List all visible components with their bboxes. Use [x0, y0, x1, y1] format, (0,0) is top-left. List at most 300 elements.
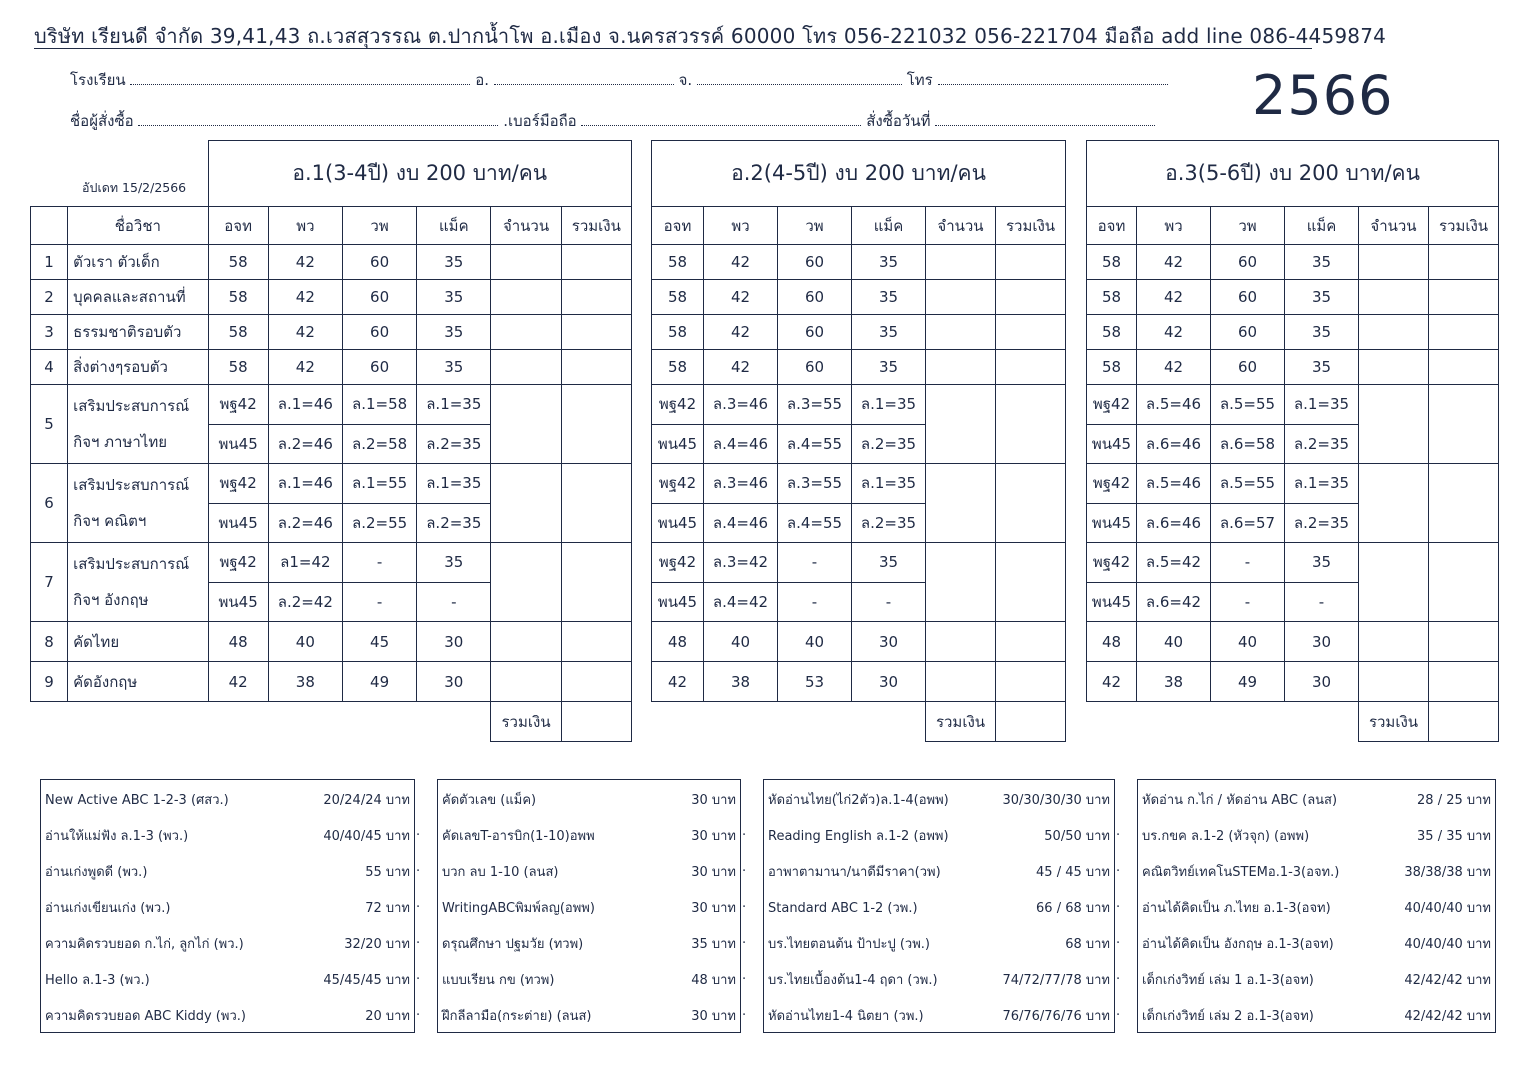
book-price: 28 / 25 บาท	[1417, 793, 1491, 808]
school-input[interactable]	[130, 72, 470, 85]
quantity-header: จำนวน	[1359, 207, 1429, 245]
quantity-input[interactable]	[491, 280, 561, 315]
row-number: 9	[31, 662, 68, 702]
book-list-3	[763, 779, 1115, 1033]
total-header: รวมเงิน	[996, 207, 1066, 245]
price-cell: 42	[1087, 662, 1137, 702]
publisher-header: วพ	[342, 207, 416, 245]
price-cell: 35	[852, 350, 926, 385]
total-input[interactable]	[1429, 245, 1499, 280]
price-cell: 48	[652, 622, 704, 662]
total-input[interactable]	[996, 464, 1066, 543]
book-price: 32/20 บาท	[344, 937, 410, 952]
price-cell: 49	[1211, 662, 1285, 702]
price-cell: ล.2=35	[417, 424, 491, 464]
price-cell: 30	[417, 622, 491, 662]
price-cell: ล.1=35	[1285, 385, 1359, 425]
publisher-header: อจท	[208, 207, 268, 245]
total-input[interactable]	[1429, 662, 1499, 702]
publisher-header: อจท	[1087, 207, 1137, 245]
quantity-input[interactable]	[491, 315, 561, 350]
book-item	[41, 960, 414, 996]
price-cell: ล.2=35	[1285, 424, 1359, 464]
sum-row	[31, 702, 632, 742]
price-cell: ล.5=55	[1211, 385, 1285, 425]
subject-header: ชื่อวิชา	[68, 207, 208, 245]
price-cell: 58	[208, 350, 268, 385]
orderer-label: ชื่อผู้สั่งซื้อ	[70, 112, 134, 130]
book-item	[1138, 780, 1495, 816]
subject-name	[68, 245, 208, 280]
table-row	[652, 385, 1066, 425]
book-name: หัดอ่านไทย1-4 นิตยา (วพ.)	[768, 1009, 924, 1024]
subject-name-line: สิ่งต่างๆรอบตัว	[73, 358, 168, 376]
book-name: หัดอ่าน ก.ไก่ / หัดอ่าน ABC (ลนส)	[1142, 793, 1338, 808]
price-cell: ล.1=35	[417, 464, 491, 504]
book-name: อ่านได้คิดเป็น ภ.ไทย อ.1-3(อจท)	[1142, 901, 1331, 916]
book-price: 72 บาท	[365, 901, 410, 916]
changwat-input[interactable]	[697, 72, 902, 85]
total-input[interactable]	[1429, 350, 1499, 385]
total-input[interactable]	[996, 543, 1066, 622]
quantity-input[interactable]	[926, 315, 996, 350]
price-cell: -	[778, 582, 852, 622]
table-row	[1087, 662, 1499, 702]
quantity-input[interactable]	[926, 385, 996, 464]
book-item	[764, 888, 1114, 924]
book-item	[438, 888, 740, 924]
price-cell: 42	[1137, 245, 1211, 280]
price-cell: พฐ42	[652, 464, 704, 504]
dot-mark: .	[416, 896, 421, 911]
table-row	[652, 280, 1066, 315]
price-cell: 48	[208, 622, 268, 662]
total-input[interactable]	[561, 280, 631, 315]
table-row	[652, 315, 1066, 350]
price-cell: 60	[778, 245, 852, 280]
row-number: 3	[31, 315, 68, 350]
total-input[interactable]	[996, 280, 1066, 315]
table-row	[31, 464, 632, 504]
price-cell: พฐ42	[1087, 543, 1137, 583]
title-row	[652, 141, 1066, 207]
book-price: 38/38/38 บาท	[1404, 865, 1491, 880]
book-price: 30/30/30/30 บาท	[1002, 793, 1110, 808]
price-cell: 35	[417, 280, 491, 315]
price-cell: พน45	[652, 582, 704, 622]
book-item	[1138, 960, 1495, 996]
price-cell: พน45	[1087, 582, 1137, 622]
dot-mark: .	[416, 860, 421, 875]
book-item	[438, 852, 740, 888]
price-cell: ล.6=46	[1137, 424, 1211, 464]
sum-spacer	[31, 702, 491, 742]
total-input[interactable]	[996, 622, 1066, 662]
price-cell: 35	[417, 315, 491, 350]
price-cell: 49	[342, 662, 416, 702]
subject-name	[68, 385, 208, 464]
price-cell: ล.3=46	[704, 464, 778, 504]
row-number: 1	[31, 245, 68, 280]
dot-mark: .	[1116, 824, 1121, 839]
total-input[interactable]	[561, 662, 631, 702]
subject-name-line: กิจฯ คณิตฯ	[73, 512, 147, 530]
subject-name-line: ตัวเรา ตัวเด็ก	[73, 253, 160, 271]
price-cell: ล.6=58	[1211, 424, 1285, 464]
price-cell: 60	[1211, 280, 1285, 315]
book-price: 68 บาท	[1065, 937, 1110, 952]
quantity-input[interactable]	[1359, 662, 1429, 702]
book-price: 40/40/40 บาท	[1404, 937, 1491, 952]
price-cell: 42	[704, 245, 778, 280]
total-input[interactable]	[996, 385, 1066, 464]
price-cell: -	[852, 582, 926, 622]
price-cell: 58	[652, 245, 704, 280]
dot-mark: .	[742, 896, 747, 911]
quantity-input[interactable]	[491, 350, 561, 385]
table-row	[652, 245, 1066, 280]
price-cell: ล.2=35	[852, 424, 926, 464]
dot-mark: .	[416, 1004, 421, 1019]
book-name: อ่านเก่งพูดดี (พว.)	[45, 865, 148, 880]
price-cell: 42	[704, 350, 778, 385]
quantity-input[interactable]	[1359, 385, 1429, 464]
table-row	[1087, 245, 1499, 280]
price-cell: 42	[268, 245, 342, 280]
price-cell: 60	[342, 350, 416, 385]
price-cell: 58	[208, 245, 268, 280]
price-cell: ล.1=46	[268, 385, 342, 425]
quantity-input[interactable]	[1359, 350, 1429, 385]
quantity-input[interactable]	[926, 280, 996, 315]
price-cell: ล.6=57	[1211, 503, 1285, 543]
quantity-input[interactable]	[491, 622, 561, 662]
column-header-row	[31, 207, 632, 245]
year-label: 2566	[1252, 64, 1394, 127]
price-cell: 42	[1137, 315, 1211, 350]
subject-name-line: คัดไทย	[73, 632, 120, 651]
dot-mark: .	[742, 1004, 747, 1019]
price-cell: ล.4=46	[704, 503, 778, 543]
orderer-field-row	[70, 109, 1155, 133]
book-name: บวก ลบ 1-10 (ลนส)	[442, 865, 559, 880]
price-cell: 30	[1285, 662, 1359, 702]
price-cell: 35	[417, 543, 491, 583]
quantity-input[interactable]	[491, 543, 561, 622]
price-cell: 60	[1211, 245, 1285, 280]
subject-name-line: คัดอังกฤษ	[73, 672, 138, 691]
price-cell: 38	[268, 662, 342, 702]
sum-input[interactable]	[996, 702, 1066, 742]
price-cell: 42	[704, 315, 778, 350]
book-item	[1138, 816, 1495, 852]
price-cell: 42	[268, 350, 342, 385]
quantity-input[interactable]	[926, 543, 996, 622]
price-cell: 35	[1285, 543, 1359, 583]
price-cell: 58	[208, 280, 268, 315]
total-input[interactable]	[1429, 385, 1499, 464]
table-row	[652, 543, 1066, 583]
price-cell: พฐ42	[1087, 385, 1137, 425]
total-input[interactable]	[561, 464, 631, 543]
subject-name-line: เสริมประสบการณ์	[73, 397, 190, 415]
publisher-header: พว	[1137, 207, 1211, 245]
price-cell: ล.4=46	[704, 424, 778, 464]
total-input[interactable]	[561, 622, 631, 662]
table-row	[31, 543, 632, 583]
quantity-input[interactable]	[491, 662, 561, 702]
price-cell: พน45	[652, 424, 704, 464]
quantity-input[interactable]	[1359, 280, 1429, 315]
quantity-input[interactable]	[1359, 622, 1429, 662]
price-cell: 30	[417, 662, 491, 702]
price-cell: 60	[1211, 350, 1285, 385]
quantity-input[interactable]	[926, 464, 996, 543]
price-cell: 42	[652, 662, 704, 702]
price-cell: ล.2=35	[852, 503, 926, 543]
price-cell: ล.2=35	[1285, 503, 1359, 543]
quantity-input[interactable]	[926, 662, 996, 702]
price-cell: 53	[778, 662, 852, 702]
total-input[interactable]	[996, 662, 1066, 702]
price-cell: 60	[342, 245, 416, 280]
price-cell: 35	[852, 245, 926, 280]
price-cell: ล.2=42	[268, 582, 342, 622]
dot-mark: .	[1116, 932, 1121, 947]
book-name: เด็กเก่งวิทย์ เล่ม 2 อ.1-3(อจท)	[1142, 1009, 1314, 1024]
book-item	[1138, 888, 1495, 924]
total-input[interactable]	[1429, 464, 1499, 543]
price-cell: พฐ42	[652, 543, 704, 583]
price-cell: 40	[704, 622, 778, 662]
table-row	[31, 385, 632, 425]
price-cell: 35	[1285, 315, 1359, 350]
price-cell: ล.1=46	[268, 464, 342, 504]
table-row	[31, 245, 632, 280]
book-name: อ่านเก่งเขียนเก่ง (พว.)	[45, 901, 171, 916]
book-price: 30 บาท	[691, 1009, 736, 1024]
price-cell: 42	[704, 280, 778, 315]
book-price: 20 บาท	[365, 1009, 410, 1024]
total-input[interactable]	[561, 543, 631, 622]
price-cell: 60	[778, 350, 852, 385]
book-item	[438, 960, 740, 996]
company-header: บริษัท เรียนดี จำกัด 39,41,43 ถ.เวสสุวรรณ ต.ปากน้ำโพ อ.เมือง จ.นครสวรรค์ 60000 โทร 056-221032 056-221704 มือถือ add line 086-4459874	[34, 24, 1387, 48]
number-header	[31, 207, 68, 245]
table-row	[1087, 385, 1499, 425]
amphoe-input[interactable]	[494, 72, 674, 85]
total-input[interactable]	[996, 315, 1066, 350]
quantity-input[interactable]	[1359, 464, 1429, 543]
book-price: 40/40/40 บาท	[1404, 901, 1491, 916]
price-cell: ล.2=55	[342, 503, 416, 543]
price-cell: ล.1=35	[852, 385, 926, 425]
price-cell: 40	[1211, 622, 1285, 662]
book-item	[438, 924, 740, 960]
header-underline	[34, 48, 1312, 49]
book-price: 66 / 68 บาท	[1036, 901, 1110, 916]
order-date-input[interactable]	[935, 113, 1155, 126]
quantity-input[interactable]	[491, 385, 561, 464]
book-item	[41, 888, 414, 924]
sum-input[interactable]	[561, 702, 631, 742]
price-cell: 58	[652, 315, 704, 350]
price-cell: 35	[1285, 350, 1359, 385]
quantity-input[interactable]	[926, 245, 996, 280]
price-cell: ล.5=55	[1211, 464, 1285, 504]
price-cell: 42	[208, 662, 268, 702]
price-cell: 42	[268, 280, 342, 315]
book-item	[764, 996, 1114, 1032]
quantity-input[interactable]	[926, 350, 996, 385]
book-price: 30 บาท	[691, 793, 736, 808]
price-cell: 30	[852, 622, 926, 662]
total-input[interactable]	[561, 350, 631, 385]
total-input[interactable]	[1429, 315, 1499, 350]
price-cell: 60	[342, 280, 416, 315]
quantity-input[interactable]	[1359, 315, 1429, 350]
price-cell: ล.4=42	[704, 582, 778, 622]
book-item	[764, 816, 1114, 852]
book-item	[438, 816, 740, 852]
phone-label: โทร	[906, 71, 933, 89]
quantity-input[interactable]	[491, 245, 561, 280]
price-cell: 30	[852, 662, 926, 702]
price-cell: พฐ42	[1087, 464, 1137, 504]
quantity-input[interactable]	[1359, 543, 1429, 622]
title-row	[1087, 141, 1499, 207]
total-header: รวมเงิน	[1429, 207, 1499, 245]
dot-mark: .	[1116, 860, 1121, 875]
book-name: WritingABCพิมพ์ลญ(อพพ)	[442, 901, 595, 916]
subject-name-line: กิจฯ อังกฤษ	[73, 591, 149, 609]
book-item	[41, 852, 414, 888]
book-price: 45 / 45 บาท	[1036, 865, 1110, 880]
book-item	[1138, 996, 1495, 1032]
book-price: 30 บาท	[691, 901, 736, 916]
quantity-input[interactable]	[1359, 245, 1429, 280]
price-cell: 38	[1137, 662, 1211, 702]
price-cell: ล.2=35	[417, 503, 491, 543]
total-input[interactable]	[561, 385, 631, 464]
publisher-header: วพ	[778, 207, 852, 245]
total-input[interactable]	[561, 245, 631, 280]
price-cell: พฐ42	[208, 385, 268, 425]
quantity-input[interactable]	[491, 464, 561, 543]
price-cell: ล.3=55	[778, 464, 852, 504]
book-price: 48 บาท	[691, 973, 736, 988]
sum-label: รวมเงิน	[491, 702, 561, 742]
price-cell: ล.2=46	[268, 503, 342, 543]
price-cell: 38	[704, 662, 778, 702]
subject-name-line: กิจฯ ภาษาไทย	[73, 433, 168, 451]
mobile-input[interactable]	[581, 113, 861, 126]
book-list-2	[437, 779, 741, 1033]
price-cell: พน45	[652, 503, 704, 543]
table-row	[1087, 350, 1499, 385]
book-name: คัดตัวเลข (แม็ค)	[442, 793, 537, 808]
level-title: อ.1(3-4ปี) งบ 200 บาท/คน	[208, 141, 631, 207]
book-item	[41, 780, 414, 816]
subject-name	[68, 280, 208, 315]
book-list-4	[1137, 779, 1496, 1033]
table-row	[652, 464, 1066, 504]
dot-mark: .	[742, 860, 747, 875]
price-cell: ล.1=35	[417, 385, 491, 425]
subject-name-line: เสริมประสบการณ์	[73, 476, 190, 494]
book-name: อาพาตามานา/นาดีมีราคา(วพ)	[768, 865, 941, 880]
table-row	[31, 280, 632, 315]
table-row	[1087, 464, 1499, 504]
price-cell: -	[1211, 543, 1285, 583]
dot-mark: .	[1116, 896, 1121, 911]
subject-name-line: เสริมประสบการณ์	[73, 555, 190, 573]
table-row	[1087, 543, 1499, 583]
price-cell: -	[1211, 582, 1285, 622]
row-number: 4	[31, 350, 68, 385]
total-input[interactable]	[996, 245, 1066, 280]
book-price: 30 บาท	[691, 865, 736, 880]
title-row	[31, 141, 632, 207]
quantity-input[interactable]	[926, 622, 996, 662]
total-input[interactable]	[1429, 280, 1499, 315]
book-name: บร.ไทยตอนต้น ป้าปะปู (วพ.)	[768, 937, 931, 952]
level-table-3	[1086, 140, 1499, 742]
book-name: ฝึกลีลามือ(กระต่าย) (ลนส)	[442, 1009, 592, 1024]
total-input[interactable]	[1429, 543, 1499, 622]
price-cell: 35	[852, 280, 926, 315]
sum-row	[1087, 702, 1499, 742]
sum-label: รวมเงิน	[1359, 702, 1429, 742]
column-header-row	[652, 207, 1066, 245]
subject-name	[68, 543, 208, 622]
total-input[interactable]	[996, 350, 1066, 385]
dot-mark: .	[1116, 1004, 1121, 1019]
orderer-input[interactable]	[138, 113, 498, 126]
publisher-header: วพ	[1211, 207, 1285, 245]
dot-mark: .	[416, 932, 421, 947]
price-cell: 30	[1285, 622, 1359, 662]
subject-name-line: ธรรมชาติรอบตัว	[73, 323, 182, 341]
book-name: คณิตวิทย์เทคโนSTEMอ.1-3(อจท.)	[1142, 865, 1340, 880]
book-name: New Active ABC 1-2-3 (ศสว.)	[45, 793, 229, 808]
subject-name	[68, 350, 208, 385]
publisher-header: อจท	[652, 207, 704, 245]
price-cell: พน45	[208, 582, 268, 622]
total-input[interactable]	[1429, 622, 1499, 662]
subject-name-line: บุคคลและสถานที่	[73, 288, 186, 306]
price-cell: ล.5=42	[1137, 543, 1211, 583]
book-item	[41, 816, 414, 852]
sum-input[interactable]	[1429, 702, 1499, 742]
quantity-header: จำนวน	[926, 207, 996, 245]
table-row	[652, 350, 1066, 385]
table-row	[652, 662, 1066, 702]
phone-input[interactable]	[938, 72, 1168, 85]
total-header: รวมเงิน	[561, 207, 631, 245]
row-number: 5	[31, 385, 68, 464]
price-cell: 42	[1137, 350, 1211, 385]
table-row	[652, 622, 1066, 662]
dot-mark: .	[742, 824, 747, 839]
table-row	[1087, 280, 1499, 315]
total-input[interactable]	[561, 315, 631, 350]
price-cell: ล.6=42	[1137, 582, 1211, 622]
price-cell: ล.2=58	[342, 424, 416, 464]
book-name: Hello ล.1-3 (พว.)	[45, 973, 150, 988]
book-price: 76/76/76/76 บาท	[1002, 1009, 1110, 1024]
price-cell: 58	[1087, 280, 1137, 315]
